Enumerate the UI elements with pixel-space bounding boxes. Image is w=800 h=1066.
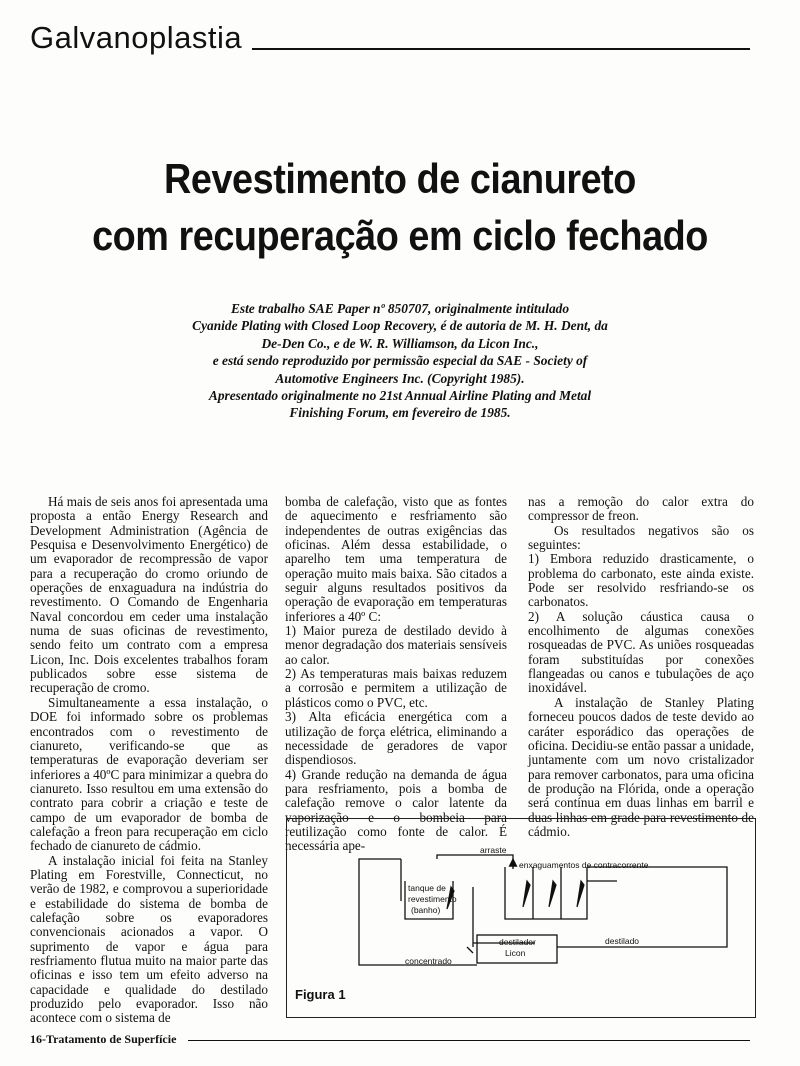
title-line-2: com recuperação em ciclo fechado — [92, 212, 708, 259]
list-item: 1) Maior pureza de destilado devido à menor degradação dos materiais sensíveis ao calor. — [285, 623, 507, 667]
list-item: 3) Alta eficácia energética com a utilização de força elétrica, eliminando a necessidade de geradores de vapor dispendiosos. — [285, 709, 507, 768]
intro-line: Cyanide Plating with Closed Loop Recovery, é de autoria de M. H. Dent, da — [192, 318, 608, 334]
paragraph: Há mais de seis anos foi apresentada uma proposta a então Energy Research and Development Administration (Agência de Pesquisa e Desenvolvimento Energético) de um evaporador de recompressão de vapor para a recuperação do cromo oriundo de operações de enxaguadura na indústria do revestimento. O Comando de Engenharia Naval concordou em ceder uma instalação numa de suas oficinas de revestimento, sendo feito um contrato com a empresa Licon, Inc. Dois excelentes trabalhos foram publicados sobre esse sistema de recuperação de cromo. — [30, 494, 268, 696]
page-footer — [30, 1030, 750, 1048]
paragraph: A instalação de Stanley Plating forneceu poucos dados de teste devido ao caráter esporádico das operações de oficina. Decidiu-se então passar a unidade, juntamente com um novo cristalizador para remover carbonatos, para uma oficina de produção na Flórida, onde a operação será contínua em duas linhas em barril e duas linhas em grade para revestimento de cádmio. — [528, 694, 754, 839]
destilado-line — [557, 867, 727, 947]
intro-line: Este trabalho SAE Paper nº 850707, originalmente intitulado — [230, 301, 570, 316]
label-destilador-1: destilador — [499, 937, 536, 947]
paragraph: bomba de calefação, visto que as fontes de aquecimento e resfriamento são independentes de outras exigências das oficinas. Além dessa estabilidade, o aparelho tem uma temperatura de operação muito mais baixa. São citados a seguir alguns resultados positivos da operação de evaporação em temperaturas inferiores a 40º C: — [285, 494, 507, 624]
intro-line: De-Den Co., e de W. R. Williamson, da Licon Inc., — [261, 335, 539, 351]
body-column-3 — [528, 495, 754, 839]
label-enxaguamentos: enxaguamentos de contracorrente — [519, 860, 649, 870]
label-arraste: arraste — [480, 845, 507, 855]
list-item: 2) As temperaturas mais baixas reduzem a corrosão e permitem a utilização de plásticos como o PVC, etc. — [285, 666, 507, 710]
label-tanque-2: revestimento — [408, 894, 457, 904]
page-header — [30, 20, 750, 60]
process-diagram — [287, 819, 757, 1019]
footer-text: 16-Tratamento de Superfície — [30, 1032, 177, 1046]
paragraph: Os resultados negativos são os seguintes: — [528, 522, 754, 553]
intro-line: Finishing Forum, em fevereiro de 1985. — [289, 405, 511, 421]
label-tanque-1: tanque de — [408, 883, 446, 893]
list-item: 4) Grande redução na demanda de água para resfriamento, pois a bomba de calefação remove o calor latente da vaporização e o bombeia para reutilização como fonte de calor. É necessária ape- — [285, 766, 507, 854]
title-line-1: Revestimento de cianureto — [164, 155, 636, 202]
figure-1 — [286, 818, 756, 1018]
rinse-tanks — [505, 867, 587, 919]
label-concentrado: concentrado — [405, 956, 452, 966]
intro-line: Apresentado originalmente no 21st Annual Airline Plating and Metal — [208, 388, 592, 404]
list-item: 2) A solução cáustica causa o encolhimento de algumas conexões rosqueadas de PVC. As uniões rosqueadas foram substituídas por conexões flangeadas ou canos e tubulações de aço inoxidável. — [528, 608, 754, 696]
paragraph: A instalação inicial foi feita na Stanley Plating em Forestville, Connecticut, no verão de 1982, e comprovou a superioridade e estabilidade do sistema de bomba de calefação sobre os evaporadores convencionais acionados a vapor. O suprimento de vapor e água para resfriamento flutua muito na maior parte das oficinas e isso tem um efeito adverso na capacidade e qualidade do destilado produzido pelo evaporador. Isso não acontece com o sistema de — [30, 852, 268, 1026]
label-destilado: destilado — [605, 936, 640, 946]
intro-abstract — [160, 300, 640, 422]
paragraph: Simultaneamente a essa instalação, o DOE foi informado sobre os problemas encontrados com o revestimento de cianureto, verificando-se que as temperaturas de evaporação deveriam ser inferiores a 40ºC para minimizar a quebra do cianureto. Isso resultou em uma extensão do contrato para cobrir a criação e teste de campo de um evaporador de bomba de calefação a freon para recuperação em ciclo fechado de cianureto de cádmio. — [30, 694, 268, 854]
intro-line: e está sendo reproduzido por permissão especial da SAE - Society of — [212, 353, 588, 369]
section-name: Galvanoplastia — [30, 20, 243, 55]
rinse-flow-arrows — [447, 881, 584, 909]
intro-line: Automotive Engineers Inc. (Copyright 1985). — [275, 370, 525, 386]
header-rule — [252, 48, 750, 50]
list-item: 1) Embora reduzido drasticamente, o problema do carbonato, este ainda existe. Pode ser resolvido resfriando-se os carbonatos. — [528, 551, 754, 610]
figure-caption: Figura 1 — [295, 987, 346, 1002]
label-tanque-3: (banho) — [411, 905, 441, 915]
footer-rule — [188, 1040, 750, 1041]
label-destilador-2: Licon — [505, 948, 526, 958]
article-title — [40, 150, 760, 264]
paragraph: nas a remoção do calor extra do compressor de freon. — [528, 494, 754, 524]
body-column-1 — [30, 495, 268, 1026]
body-column-2 — [285, 495, 507, 854]
